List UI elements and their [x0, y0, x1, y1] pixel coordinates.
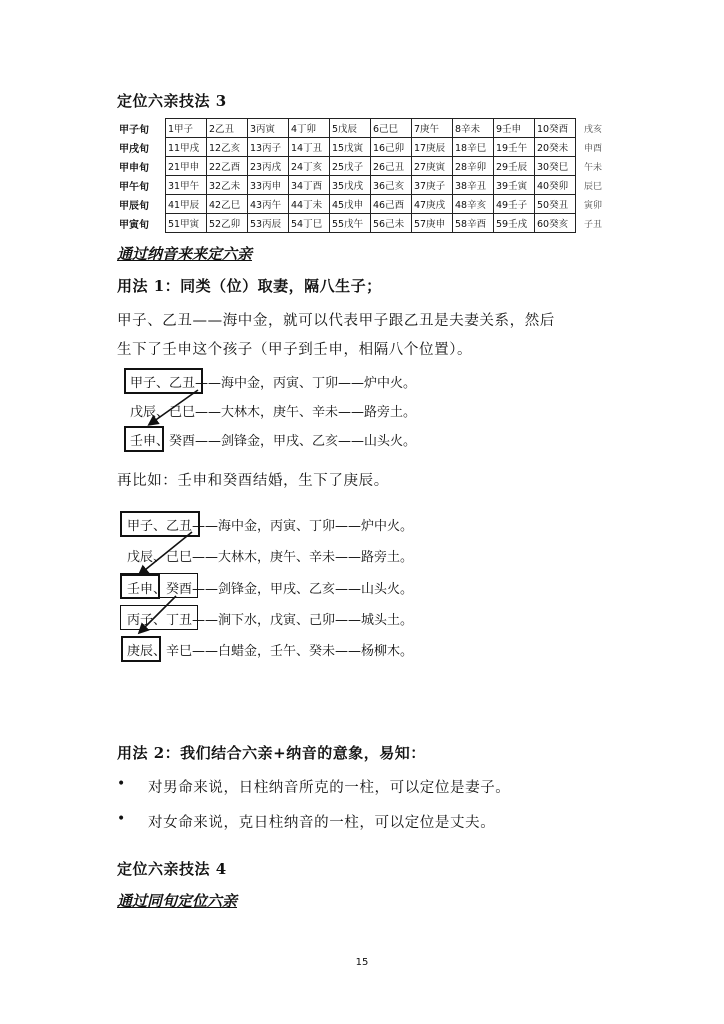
- xunkong-cell: 申酉: [584, 143, 603, 154]
- jiazi-cell: 8辛未: [453, 119, 494, 138]
- jiazi-cell: 55戊午: [330, 214, 371, 233]
- jiazi-cell: 22乙酉: [207, 157, 248, 176]
- xunkong-cell: 寅卯: [584, 200, 603, 211]
- xunkong-cell: 戌亥: [584, 124, 603, 135]
- jiazi-cell: 53丙辰: [248, 214, 289, 233]
- jiazi-cell: 9壬申: [494, 119, 535, 138]
- jiazi-cell: 19壬午: [494, 138, 535, 157]
- sixty-jiazi-table: [117, 118, 624, 233]
- example2-line: 戊辰、己巳——大林木，庚午、辛未——路旁土。: [127, 550, 414, 565]
- jiazi-cell: 40癸卯: [535, 176, 576, 195]
- table-row: [117, 119, 624, 138]
- xun-label: 甲午旬: [119, 181, 149, 193]
- page-number: 15: [355, 957, 369, 968]
- example2-line: 庚辰、辛巳——白蜡金，壬午、癸未——杨柳木。: [127, 644, 414, 659]
- para2: 再比如：壬申和癸酉结婚，生下了庚辰。: [117, 473, 389, 489]
- jiazi-cell: 57庚申: [412, 214, 453, 233]
- jiazi-cell: 33丙申: [248, 176, 289, 195]
- jiazi-cell: 14丁丑: [289, 138, 330, 157]
- jiazi-cell: 24丁亥: [289, 157, 330, 176]
- example1-line: 甲子、乙丑——海中金，丙寅、丁卯——炉中火。: [130, 376, 417, 391]
- usage2-title: 用法 2：我们结合六亲+纳音的意象，易知：: [117, 744, 426, 762]
- xun-label: 甲申旬: [119, 162, 149, 174]
- jiazi-cell: 12乙亥: [207, 138, 248, 157]
- jiazi-cell: 38辛丑: [453, 176, 494, 195]
- example2-line: 壬申、癸酉——剑锋金，甲戌、乙亥——山头火。: [127, 582, 414, 597]
- jiazi-cell: 51甲寅: [166, 214, 207, 233]
- section3-heading: 定位六亲技法 3: [117, 92, 227, 110]
- jiazi-cell: 15戊寅: [330, 138, 371, 157]
- jiazi-cell: 42乙巳: [207, 195, 248, 214]
- jiazi-cell: 52乙卯: [207, 214, 248, 233]
- example1-line: 壬申、癸酉——剑锋金，甲戌、乙亥——山头火。: [130, 434, 417, 449]
- para1-line2: 生下了壬申这个孩子（甲子到壬申，相隔八个位置）。: [117, 342, 473, 358]
- table-row: [117, 176, 624, 195]
- child-arrow-icon: [120, 380, 220, 440]
- xun-label: 甲辰旬: [119, 200, 149, 212]
- jiazi-cell: 3丙寅: [248, 119, 289, 138]
- jiazi-cell: 4丁卯: [289, 119, 330, 138]
- jiazi-cell: 28辛卯: [453, 157, 494, 176]
- jiazi-cell: 16己卯: [371, 138, 412, 157]
- table-row: [117, 157, 624, 176]
- jiazi-cell: 30癸巳: [535, 157, 576, 176]
- jiazi-cell: 39壬寅: [494, 176, 535, 195]
- xunkong-cell: 辰巳: [584, 181, 603, 192]
- bullet-icon: •: [117, 811, 126, 827]
- jiazi-cell: 31甲午: [166, 176, 207, 195]
- jiazi-cell: 32乙未: [207, 176, 248, 195]
- jiazi-cell: 58辛酉: [453, 214, 494, 233]
- jiazi-cell: 49壬子: [494, 195, 535, 214]
- jiazi-cell: 35戊戌: [330, 176, 371, 195]
- xunkong-cell: 午未: [584, 162, 603, 173]
- xun-label: 甲戌旬: [119, 143, 149, 155]
- xun-label: 甲寅旬: [119, 219, 149, 231]
- example2-line: 甲子、乙丑——海中金，丙寅、丁卯——炉中火。: [127, 519, 414, 534]
- xun-label: 甲子旬: [119, 124, 149, 136]
- jiazi-cell: 1甲子: [166, 119, 207, 138]
- jiazi-cell: 18辛巳: [453, 138, 494, 157]
- jiazi-cell: 13丙子: [248, 138, 289, 157]
- jiazi-cell: 37庚子: [412, 176, 453, 195]
- table-row: [117, 138, 624, 157]
- jiazi-cell: 46己酉: [371, 195, 412, 214]
- table-row: [117, 195, 624, 214]
- jiazi-cell: 6己巳: [371, 119, 412, 138]
- table-row: [117, 214, 624, 233]
- section4-heading: 定位六亲技法 4: [117, 860, 227, 878]
- jiazi-cell: 60癸亥: [535, 214, 576, 233]
- bullet-icon: •: [117, 776, 126, 792]
- jiazi-cell: 50癸丑: [535, 195, 576, 214]
- jiazi-cell: 20癸未: [535, 138, 576, 157]
- jiazi-cell: 23丙戌: [248, 157, 289, 176]
- xunkong-cell: 子丑: [584, 219, 603, 230]
- bullet-item: 对男命来说，日柱纳音所克的一柱，可以定位是妻子。: [148, 780, 511, 796]
- jiazi-cell: 54丁巳: [289, 214, 330, 233]
- jiazi-cell: 21甲申: [166, 157, 207, 176]
- jiazi-cell: 45戊申: [330, 195, 371, 214]
- jiazi-cell: 41甲辰: [166, 195, 207, 214]
- jiazi-cell: 29壬辰: [494, 157, 535, 176]
- section4-subheading: 通过同旬定位六亲: [117, 892, 238, 910]
- example2-line: 丙子、丁丑——涧下水，戊寅、己卯——城头土。: [127, 613, 414, 628]
- usage1-title: 用法 1：同类（位）取妻，隔八生子；: [117, 277, 382, 295]
- jiazi-cell: 47庚戌: [412, 195, 453, 214]
- jiazi-cell: 48辛亥: [453, 195, 494, 214]
- example1-line: 戊辰、己巳——大林木，庚午、辛未——路旁土。: [130, 405, 417, 420]
- jiazi-cell: 11甲戌: [166, 138, 207, 157]
- jiazi-cell: 7庚午: [412, 119, 453, 138]
- jiazi-cell: 43丙午: [248, 195, 289, 214]
- jiazi-cell: 17庚辰: [412, 138, 453, 157]
- jiazi-cell: 44丁未: [289, 195, 330, 214]
- bullet-item: 对女命来说，克日柱纳音的一柱，可以定位是丈夫。: [148, 815, 496, 831]
- jiazi-cell: 56己未: [371, 214, 412, 233]
- jiazi-cell: 2乙丑: [207, 119, 248, 138]
- para1-line1: 甲子、乙丑——海中金，就可以代表甲子跟乙丑是夫妻关系，然后: [117, 313, 555, 329]
- jiazi-cell: 59壬戌: [494, 214, 535, 233]
- jiazi-cell: 36己亥: [371, 176, 412, 195]
- child-arrow-icon: [118, 520, 228, 655]
- jiazi-cell: 10癸酉: [535, 119, 576, 138]
- jiazi-cell: 5戊辰: [330, 119, 371, 138]
- jiazi-cell: 25戊子: [330, 157, 371, 176]
- section3-subheading: 通过纳音来来定六亲: [117, 245, 253, 263]
- jiazi-cell: 27庚寅: [412, 157, 453, 176]
- jiazi-cell: 26己丑: [371, 157, 412, 176]
- jiazi-cell: 34丁酉: [289, 176, 330, 195]
